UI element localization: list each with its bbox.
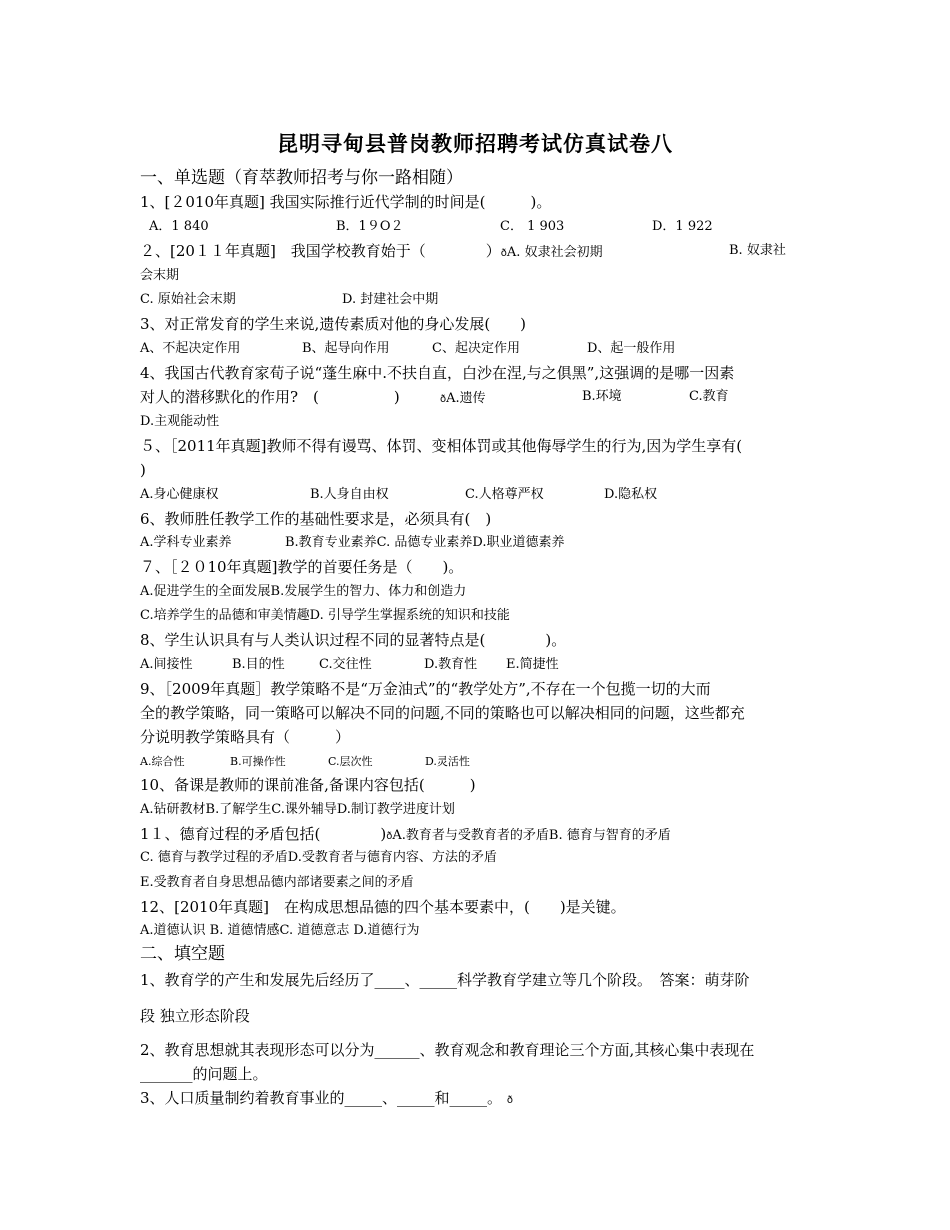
question-10-stem: 10、备课是教师的课前准备,备课内容包括( ) bbox=[140, 776, 476, 794]
option-b: B. 奴隶社 bbox=[729, 243, 786, 258]
stray-mark: ð bbox=[386, 831, 393, 842]
question-7-options-cd: C.培养学生的品德和审美情趣D. 引导学生掌握系统的知识和技能 bbox=[140, 608, 510, 623]
stray-mark: ð bbox=[506, 1095, 513, 1106]
option-a: A.身心健康权 bbox=[140, 487, 219, 502]
option-c: C、起决定作用 bbox=[432, 341, 520, 356]
option-a: A. 奴隶社会初期 bbox=[506, 245, 603, 260]
fill-1-stem: 1、教育学的产生和发展先后经历了____、_____科学教育学建立等几个阶段。 答案：萌芽阶 bbox=[140, 971, 750, 989]
option-c: C.人格尊严权 bbox=[465, 487, 544, 502]
option-d: D．1 922 bbox=[652, 219, 713, 234]
question-6-stem: 6、教师胜任教学工作的基础性要求是，必须具有( ) bbox=[140, 510, 492, 528]
option-d: D.隐私权 bbox=[604, 487, 658, 502]
option-a: A.间接性 bbox=[140, 657, 193, 672]
question-2-continuation: 会末期 bbox=[140, 268, 180, 283]
question-4-stem: 4、我国古代教育家荀子说“蓬生麻中.不扶自直，白沙在涅,与之俱黑”,这强调的是哪一因素 bbox=[140, 364, 735, 382]
option-b: B.目的性 bbox=[232, 657, 285, 672]
option-d: D、起一般作用 bbox=[587, 341, 676, 356]
option-a: A.学科专业素养 bbox=[140, 535, 232, 550]
stray-mark-and-option-a bbox=[440, 387, 486, 410]
question-5-stem: ５、［2011年真题]教师不得有谩骂、体罚、变相体罚或其他侮辱学生的行为,因为学生享有( bbox=[140, 437, 743, 455]
question-1-stem: 1、[２010年真题] 我国实际推行近代学制的时间是( )。 bbox=[140, 193, 552, 211]
option-c: C． 1 903 bbox=[500, 219, 565, 234]
question-9-stem-2: 全的教学策略，同一策略可以解决不同的问题,不同的策略也可以解决相同的问题，这些都充 bbox=[140, 704, 745, 722]
option-b: B、起导向作用 bbox=[302, 341, 390, 356]
question-7-options-ab: A.促进学生的全面发展B.发展学生的智力、体力和创造力 bbox=[140, 584, 467, 599]
option-d: D. 封建社会中期 bbox=[342, 292, 439, 307]
question-4-line2 bbox=[140, 387, 820, 407]
question-11-stem: 1１、德育过程的矛盾包括( ) bbox=[140, 825, 387, 843]
question-11-line bbox=[140, 824, 820, 847]
question-11-option-e: E.受教育者自身思想品德内部诸要素之间的矛盾 bbox=[140, 875, 414, 890]
question-11-options-cd: C. 德育与教学过程的矛盾D.受教育者与德育内容、方法的矛盾 bbox=[140, 850, 497, 865]
question-7-stem: ７、［２０10年真题]教学的首要任务是（ )。 bbox=[140, 558, 464, 576]
option-b: B.环境 bbox=[582, 389, 622, 404]
fill-2-stem: 2、教育思想就其表现形态可以分为______、教育观念和教育理论三个方面,其核心集中表现在 bbox=[140, 1041, 755, 1059]
question-12-options: A.道德认识 B. 道德情感C. 道德意志 D.道德行为 bbox=[140, 923, 420, 938]
option-a: A.遗传 bbox=[446, 391, 486, 406]
option-b: B．1９O２ bbox=[336, 219, 404, 234]
fill-3-line bbox=[140, 1088, 820, 1111]
section-heading-fill-in: 二、填空题 bbox=[140, 944, 225, 964]
option-c: C.教育 bbox=[689, 389, 729, 404]
section-heading-single-choice: 一、单选题（育萃教师招考与你一路相随） bbox=[140, 168, 463, 188]
option-d: D.教育性 bbox=[424, 657, 478, 672]
question-8-stem: 8、学生认识具有与人类认识过程不同的显著特点是( )。 bbox=[140, 631, 567, 649]
question-11-options-ab: A.教育者与受教育者的矛盾B. 德育与智育的矛盾 bbox=[392, 828, 671, 843]
option-e: E.简捷性 bbox=[506, 657, 559, 672]
question-9-stem-3: 分说明教学策略具有（ ） bbox=[140, 728, 351, 746]
question-3-stem: 3、对正常发育的学生来说,遗传素质对他的身心发展( ) bbox=[140, 315, 527, 333]
fill-3-stem: 3、人口质量制约着教育事业的_____、_____和_____。 bbox=[140, 1089, 503, 1107]
fill-2-stem-2: _______的问题上。 bbox=[140, 1065, 268, 1083]
option-a: A.综合性 bbox=[140, 755, 185, 768]
option-c: C.交往性 bbox=[319, 657, 372, 672]
option-c: C.层次性 bbox=[328, 755, 373, 768]
question-2-stem: ２、[20１１年真题] 我国学校教育始于（ ） bbox=[140, 242, 501, 260]
question-2-line bbox=[140, 241, 820, 264]
option-bcd: B.教育专业素养C. 品德专业素养D.职业道德素养 bbox=[285, 535, 565, 550]
option-b: B.可操作性 bbox=[230, 755, 286, 768]
option-d: D.主观能动性 bbox=[140, 414, 220, 429]
stray-mark: ð bbox=[440, 394, 447, 405]
option-d: D.灵活性 bbox=[425, 755, 470, 768]
page-title: 昆明寻甸县普岗教师招聘考试仿真试卷八 bbox=[277, 132, 673, 156]
option-a: A、不起决定作用 bbox=[140, 341, 241, 356]
option-b: B.人身自由权 bbox=[310, 487, 389, 502]
stray-mark: ð bbox=[500, 248, 507, 259]
fill-1-stem-2: 段 独立形态阶段 bbox=[140, 1007, 250, 1025]
question-5-stem-2: ) bbox=[140, 461, 146, 479]
question-10-options: A.钻研教材B.了解学生C.课外辅导D.制订教学进度计划 bbox=[140, 802, 455, 817]
question-9-stem: 9、［2009年真题］教学策略不是“万金油式”的“教学处方”,不存在一个包揽一切的大而 bbox=[140, 680, 711, 698]
option-c: C. 原始社会末期 bbox=[140, 292, 236, 307]
option-a: A．1 840 bbox=[149, 219, 209, 234]
question-12-stem: 12、[2010年真题] 在构成思想品德的四个基本要素中，( )是关键。 bbox=[140, 898, 626, 916]
question-4-stem-2: 对人的潜移默化的作用? ( ) bbox=[140, 388, 400, 406]
